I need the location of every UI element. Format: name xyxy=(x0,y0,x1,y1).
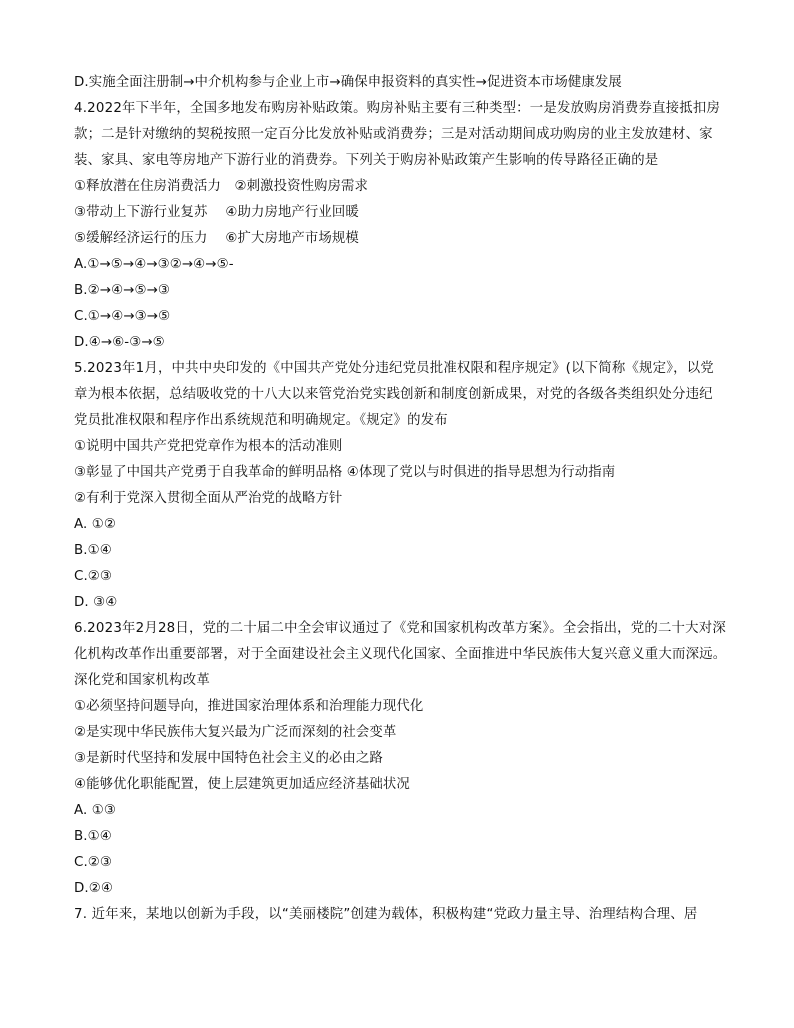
q4-option-d: D.④→⑥-③→⑤ xyxy=(74,335,165,350)
q6-stem-line-3: 深化党和国家机构改革 xyxy=(74,673,210,688)
q4-stem-line-2: 款；二是针对缴纳的契税按照一定百分比发放补贴或消费券；三是对活动期间成功购房的业主发放建材、家 xyxy=(74,127,713,142)
q4-statements-3-4: ③带动上下游行业复苏 ④助力房地产行业回暖 xyxy=(74,205,359,220)
q5-statement-2: ②有利于党深入贯彻全面从严治党的战略方针 xyxy=(74,491,343,506)
q6-statement-4: ④能够优化职能配置，使上层建筑更加适应经济基础状况 xyxy=(74,777,410,792)
q6-statement-1: ①必须坚持问题导向，推进国家治理体系和治理能力现代化 xyxy=(74,699,424,714)
q6-option-a: A. ①③ xyxy=(74,803,116,818)
q6-stem-line-2: 化机构改革作出重要部署，对于全面建设社会主义现代化国家、全面推进中华民族伟大复兴意义重大而深远。 xyxy=(74,647,727,662)
q5-option-d: D. ③④ xyxy=(74,595,118,610)
q5-option-b: B.①④ xyxy=(74,543,112,558)
q3-option-d: D.实施全面注册制→中介机构参与企业上市→确保申报资料的真实性→促进资本市场健康发展 xyxy=(74,75,622,90)
q4-stem-line-1: 4.2022年下半年，全国多地发布购房补贴政策。购房补贴主要有三种类型：一是发放购房消费券直接抵扣房 xyxy=(74,101,721,116)
q4-option-b: B.②→④→⑤→③ xyxy=(74,283,171,298)
q5-option-a: A. ①② xyxy=(74,517,116,532)
q6-option-d: D.②④ xyxy=(74,881,113,896)
q5-option-c: C.②③ xyxy=(74,569,113,584)
q6-option-c: C.②③ xyxy=(74,855,113,870)
q7-stem-line-1: 7. 近年来，某地以创新为手段，以“美丽楼院”创建为载体，积极构建“党政力量主导、治理结构合理、居 xyxy=(74,907,698,922)
q6-statement-2: ②是实现中华民族伟大复兴最为广泛而深刻的社会变革 xyxy=(74,725,397,740)
q6-stem-line-1: 6.2023年2月28日，党的二十届二中全会审议通过了《党和国家机构改革方案》。全会指出，党的二十大对深 xyxy=(74,621,726,636)
q4-statements-5-6: ⑤缓解经济运行的压力 ⑥扩大房地产市场规模 xyxy=(74,231,359,246)
q4-option-c: C.①→④→③→⑤ xyxy=(74,309,171,324)
q6-option-b: B.①④ xyxy=(74,829,112,844)
q5-statement-1: ①说明中国共产党把党章作为根本的活动准则 xyxy=(74,439,343,454)
q5-stem-line-1: 5.2023年1月，中共中央印发的《中国共产党处分违纪党员批准权限和程序规定》(以下简称《规定》，以党 xyxy=(74,361,714,376)
q4-statements-1-2: ①释放潜在住房消费活力 ②刺激投资性购房需求 xyxy=(74,179,369,194)
q4-option-a: A.①→⑤→④→③②→④→⑤- xyxy=(74,257,234,272)
q5-stem-line-2: 章为根本依据，总结吸收党的十八大以来管党治党实践创新和制度创新成果，对党的各级各类组织处分违纪 xyxy=(74,387,713,402)
q6-statement-3: ③是新时代坚持和发展中国特色社会主义的必由之路 xyxy=(74,751,383,766)
q4-stem-line-3: 装、家具、家电等房地产下游行业的消费券。下列关于购房补贴政策产生影响的传导路径正确的是 xyxy=(74,153,659,168)
q5-statements-3-4: ③彰显了中国共产党勇于自我革命的鲜明品格 ④体现了党以与时俱进的指导思想为行动指南 xyxy=(74,465,616,480)
q5-stem-line-3: 党员批准权限和程序作出系统规范和明确规定。《规定》的发布 xyxy=(74,413,448,428)
